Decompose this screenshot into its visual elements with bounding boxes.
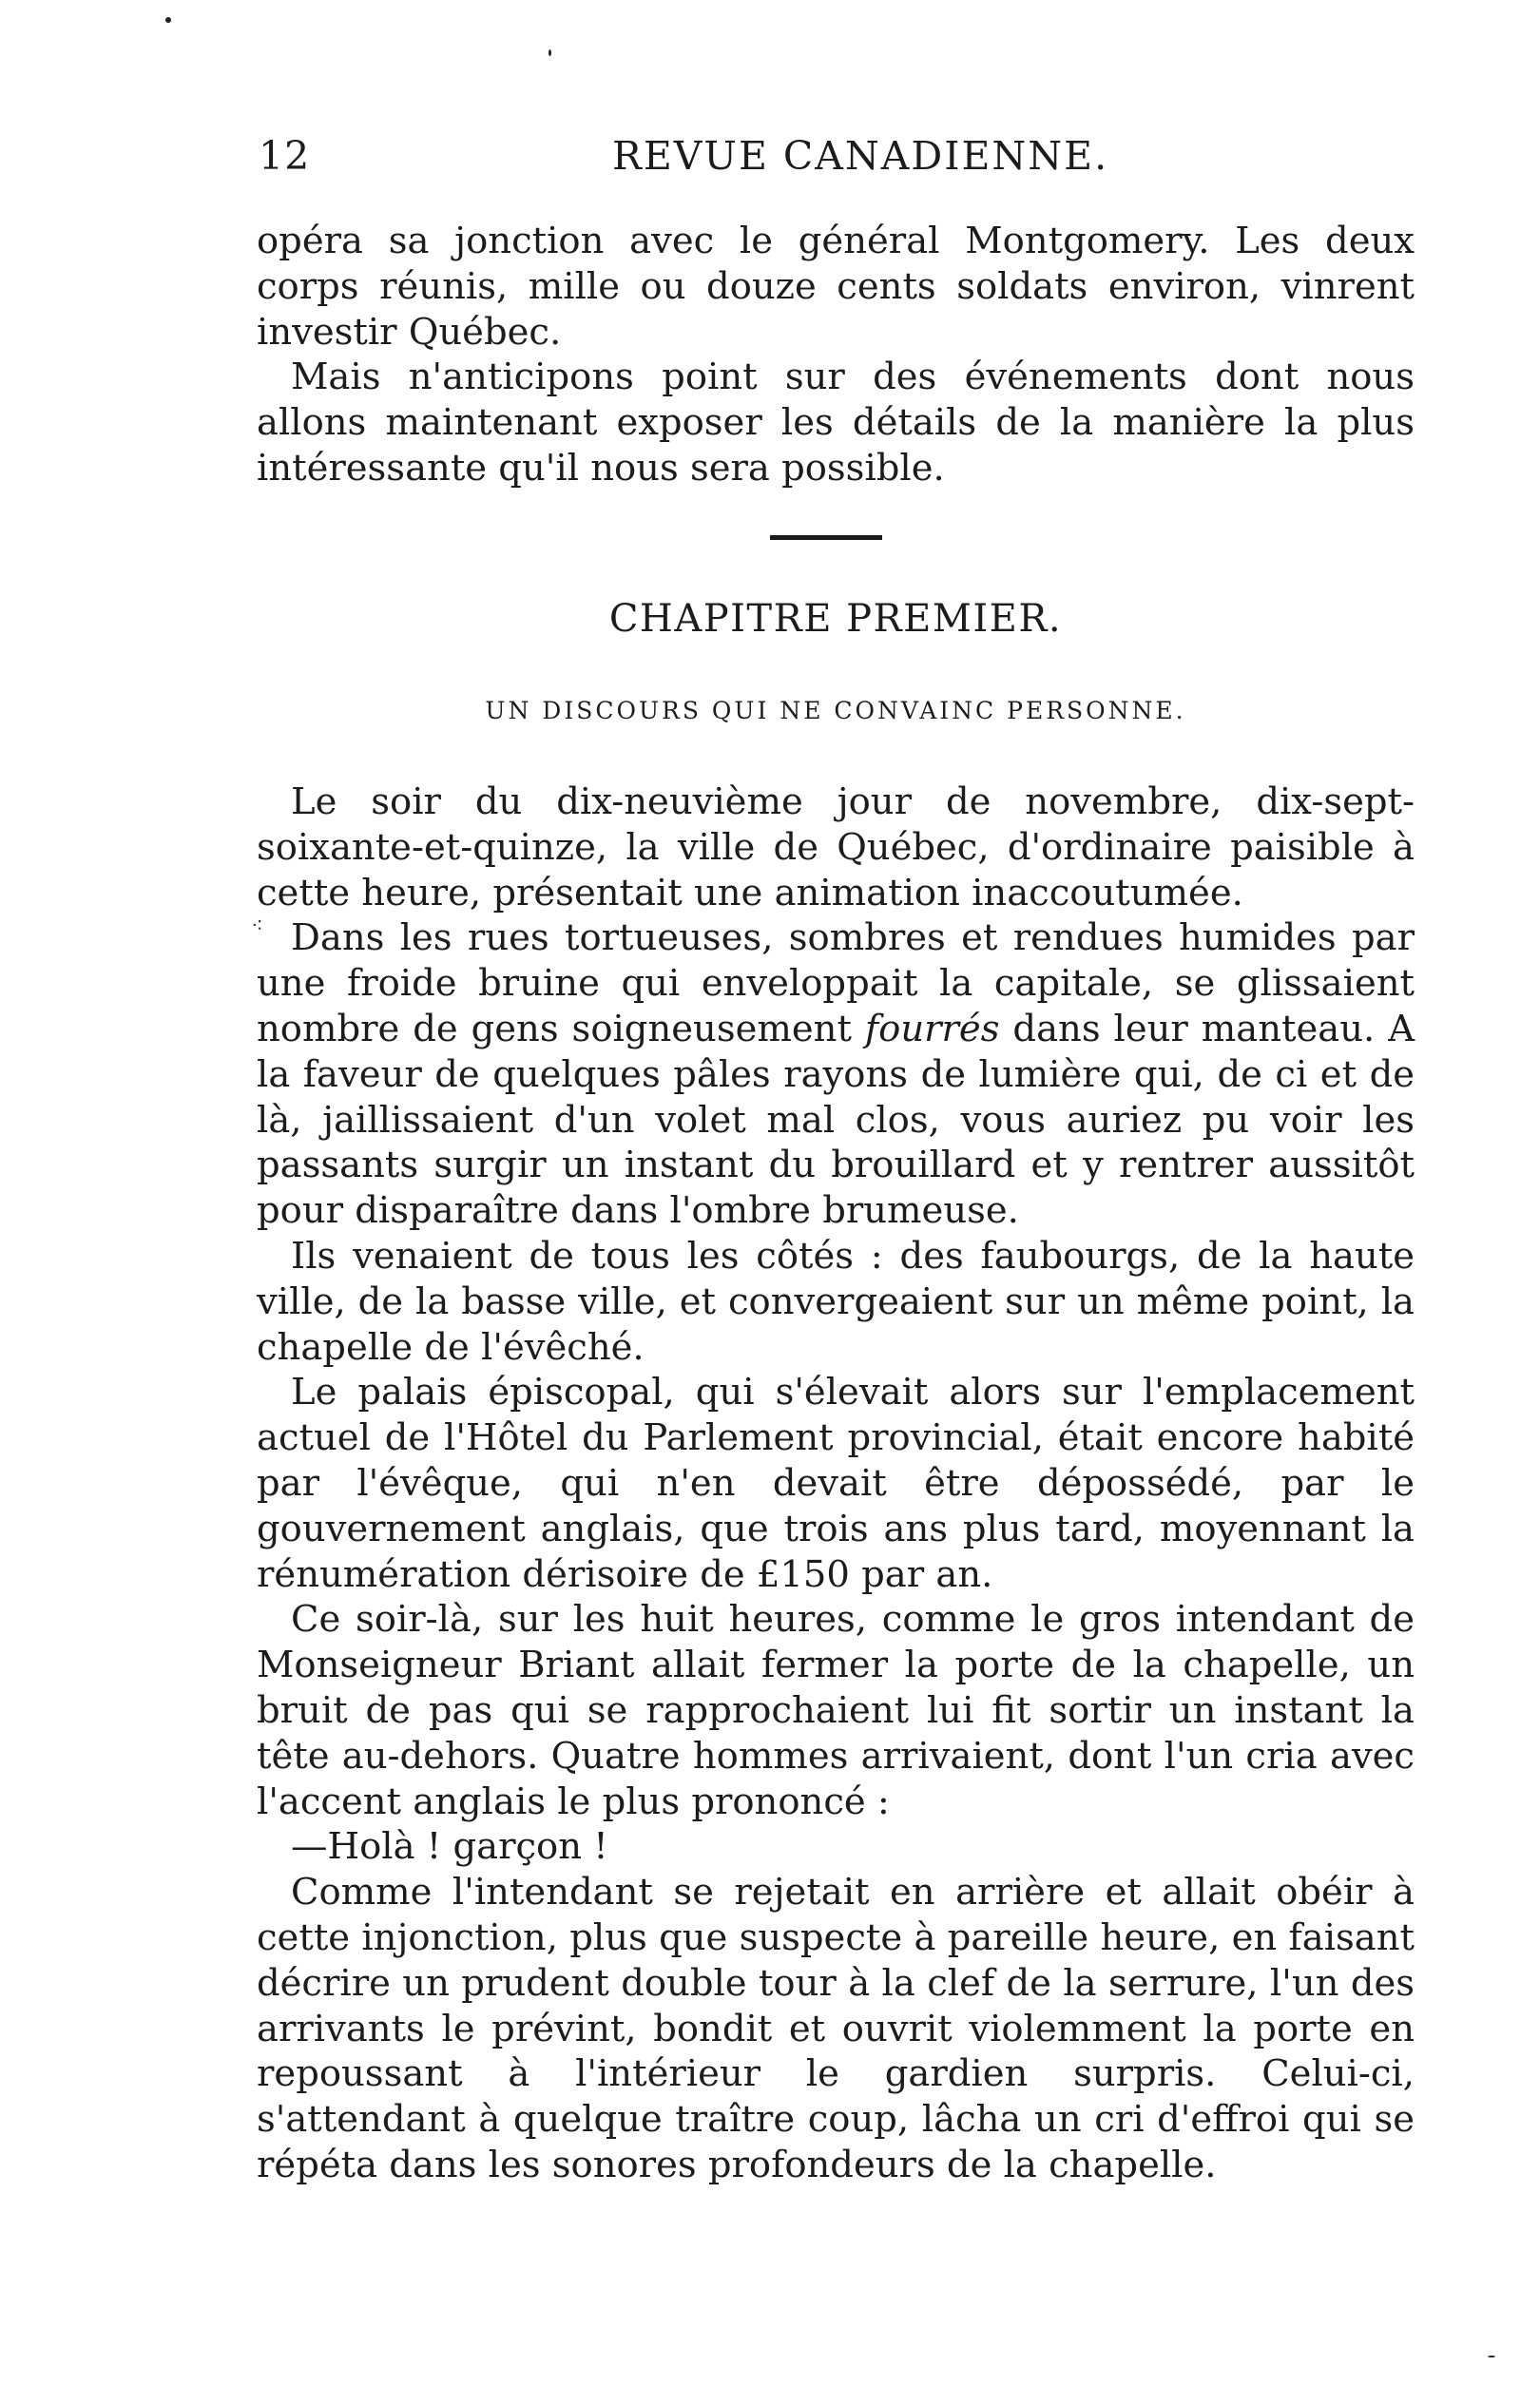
paragraph: Ils venaient de tous les côtés : des faubourgs, de la haute ville, de la basse ville, et convergeaient sur un même point, la chapelle de l'évêché. — [257, 1234, 1415, 1369]
ink-speck — [165, 17, 171, 23]
chapter-title: CHAPITRE PREMIER. — [608, 597, 1063, 641]
stray-print-mark: ⁖ — [251, 914, 263, 938]
intro-text — [257, 219, 1415, 491]
page-number: 12 — [259, 133, 311, 179]
paragraph — [257, 915, 1415, 1234]
paragraph: Le palais épiscopal, qui s'élevait alors sur l'emplacement actuel de l'Hôtel du Parlement provincial, était encore habité par l'évêque, qui n'en devait être dépossédé, par le gouvernement anglais, que trois ans plus tard, moyennant la rénumération dérisoire de £150 par an. — [257, 1371, 1415, 1596]
paragraph: Comme l'intendant se rejetait en arrière et allait obéir à cette injonction, plus que suspecte à pareille heure, en faisant décrire un prudent double tour à la clef de la serrure, l'un des arrivants le prévint, bondit et ouvrit violemment la porte en repoussant à l'intérieur le gardien surpris. Celui-ci, s'attendant à quelque traître coup, lâcha un cri d'effroi qui se répéta dans les sonores profondeurs de la chapelle. — [257, 1871, 1415, 2186]
paragraph: Le soir du dix-neuvième jour de novembre, dix-sept-soixante-et-quinze, la ville de Québec, d'ordinaire paisible à cette heure, présentait une animation inaccoutumée. — [257, 780, 1415, 914]
paragraph: opéra sa jonction avec le général Montgomery. Les deux corps réunis, mille ou douze cents soldats environ, vinrent investir Québec. — [257, 220, 1415, 354]
chapter-body — [257, 779, 1415, 2188]
page-header — [259, 133, 1418, 190]
paragraph: Mais n'anticipons point sur des événements dont nous allons maintenant exposer les détails de la manière la plus intéressante qu'il nous sera possible. — [257, 356, 1415, 490]
section-divider — [770, 535, 882, 540]
ink-speck — [1488, 2356, 1495, 2357]
dialogue-line: —Holà ! garçon ! — [291, 1825, 608, 1869]
italic-word: fourrés — [864, 1007, 1000, 1050]
ink-speck — [549, 49, 551, 56]
chapter-subtitle: UN DISCOURS QUI NE CONVAINC PERSONNE. — [485, 697, 1186, 724]
paragraph: Ce soir-là, sur les huit heures, comme le gros intendant de Monseigneur Briant allait fermer la porte de la chapelle, un bruit de pas qui se rapprochaient lui fit sortir un instant la tête au-dehors. Quatre hommes arrivaient, dont l'un cria avec l'accent anglais le plus prononcé : — [257, 1598, 1415, 1823]
running-title: REVUE CANADIENNE. — [612, 133, 1109, 179]
paragraph-text: Dans les rues tortueuses, sombres et rendues humides par une froide bruine qui enveloppait la capitale, se glissaient nombre de gens soigneusement — [257, 916, 1415, 1050]
paragraph-text: dans leur manteau. A la faveur de quelques pâles rayons de lumière qui, de ci et de là, jaillissaient d'un volet mal clos, vous auriez pu voir les passants surgir un instant du brouillard et y rentrer aussitôt pour disparaître dans l'ombre brumeuse. — [257, 1007, 1415, 1233]
